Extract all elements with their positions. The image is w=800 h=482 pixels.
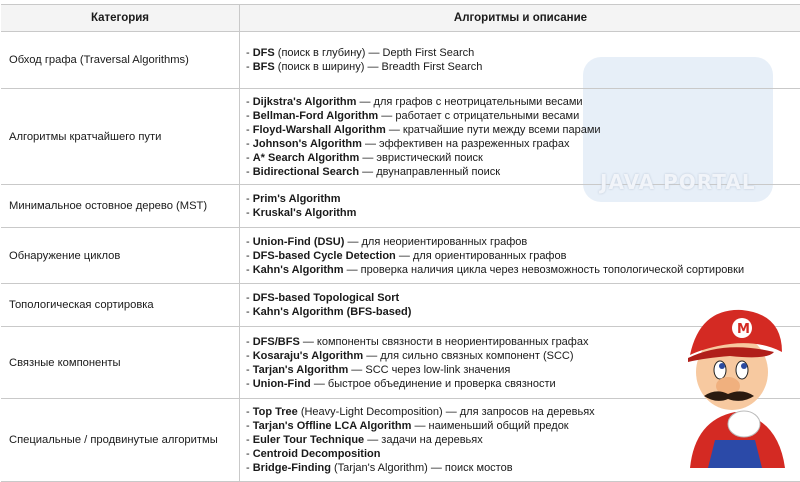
algorithm-description: — проверка наличия цикла через невозможность топологической сортировки (343, 263, 745, 276)
algorithm-name: Top Tree (252, 406, 298, 418)
algorithm-name: BFS (252, 61, 275, 73)
algorithm-description: — для ориентированных графов (395, 249, 567, 262)
table-header-row (1, 5, 800, 32)
algorithm-description: — двунаправленный поиск (359, 165, 501, 178)
algorithm-name: Tarjan's Offline LCA Algorithm (252, 420, 412, 432)
algorithm-description: — работает с отрицательными весами (378, 109, 580, 122)
algorithm-item: - Top Tree (Heavy-Light Decomposition) — для запросов на деревьях (246, 406, 595, 418)
algorithm-item: - Dijkstra's Algorithm — для графов с неотрицательными весами (246, 95, 583, 108)
algorithm-name: DFS-based Topological Sort (252, 292, 400, 304)
algorithm-item: - DFS-based Cycle Detection — для ориентированных графов (246, 249, 567, 262)
algorithm-description: — для сильно связных компонент (SCC) (363, 349, 574, 362)
algorithm-item: - Kahn's Algorithm (BFS-based) (246, 306, 412, 318)
algorithm-item: - Johnson's Algorithm — эффективен на разреженных графах (246, 137, 570, 150)
algorithm-description: — эффективен на разреженных графах (361, 137, 570, 150)
mascot-overalls (708, 440, 762, 468)
algorithm-description: — наименьший общий предок (411, 420, 569, 432)
algorithm-item: - Bridge-Finding (Tarjan's Algorithm) — поиск мостов (246, 462, 513, 474)
algorithm-item: - Tarjan's Offline LCA Algorithm — наименьший общий предок (246, 420, 569, 432)
algorithm-description: — SCC через low-link значения (348, 363, 511, 376)
algorithm-item: - A* Search Algorithm — эвристический поиск (246, 151, 483, 164)
algorithm-item: - Kahn's Algorithm — проверка наличия цикла через невозможность топологической сортировки (246, 263, 745, 276)
category-cell: Специальные / продвинутые алгоритмы (1, 399, 240, 481)
algorithm-description: — компоненты связности в неориентированных графах (299, 335, 589, 348)
algorithm-item: - DFS-based Topological Sort (246, 292, 400, 304)
algorithm-description: (Tarjan's Algorithm) — поиск мостов (330, 462, 513, 474)
mascot-glove (728, 411, 760, 437)
algorithm-name: Union-Find (252, 377, 311, 390)
algorithm-name: Johnson's Algorithm (252, 137, 362, 150)
algorithm-name: Bidirectional Search (252, 165, 360, 178)
algorithm-name: Union-Find (DSU) (252, 235, 345, 248)
algorithm-name: Kruskal's Algorithm (252, 207, 357, 219)
algorithm-item: - Kosaraju's Algorithm — для сильно связных компонент (SCC) (246, 349, 574, 362)
header-algorithms: Алгоритмы и описание (453, 12, 588, 24)
table-row (1, 228, 800, 284)
category-cell: Топологическая сортировка (1, 284, 240, 326)
category-cell: Связные компоненты (1, 327, 240, 398)
mascot-eye-left (714, 361, 726, 379)
algorithm-item: - DFS/BFS — компоненты связности в неориентированных графах (246, 335, 589, 348)
algorithm-item: - Euler Tour Technique — задачи на деревьях (246, 434, 483, 446)
algorithm-name: Bridge-Finding (252, 462, 331, 474)
algorithm-name: Bellman-Ford Algorithm (252, 109, 379, 122)
algorithm-name: DFS (252, 47, 275, 59)
algorithm-item: - Centroid Decomposition (246, 448, 381, 460)
algorithms-cell (240, 228, 800, 283)
algorithm-name: A* Search Algorithm (252, 151, 360, 164)
algorithm-description: — для неориентированных графов (344, 235, 528, 248)
algorithm-description: — для графов с неотрицательными весами (356, 95, 583, 108)
category-cell: Обнаружение циклов (1, 228, 240, 283)
algorithm-item: - Bidirectional Search — двунаправленный поиск (246, 165, 501, 178)
algorithm-description: — эвристический поиск (359, 151, 483, 164)
algorithm-item: - BFS (поиск в ширину) — Breadth First Search (246, 61, 483, 73)
algorithm-name: Kahn's Algorithm (252, 263, 344, 276)
algorithm-item: - Union-Find (DSU) — для неориентированных графов (246, 235, 528, 248)
algorithm-description: — кратчайшие пути между всеми парами (385, 123, 601, 136)
algorithms-cell (240, 32, 800, 88)
algorithm-item: - DFS (поиск в глубину) — Depth First Search (246, 47, 475, 59)
algorithm-name: Centroid Decomposition (252, 448, 381, 460)
category-cell: Алгоритмы кратчайшего пути (1, 89, 240, 184)
svg-text:M: M (737, 322, 750, 337)
algorithm-name: DFS-based Cycle Detection (252, 249, 396, 262)
algorithm-item: - Floyd-Warshall Algorithm — кратчайшие пути между всеми парами (246, 123, 601, 136)
table-row (1, 32, 800, 89)
algorithm-name: DFS/BFS (252, 335, 300, 348)
algorithm-item: - Tarjan's Algorithm — SCC через low-link значения (246, 363, 511, 376)
algorithm-name: Dijkstra's Algorithm (252, 95, 357, 108)
header-category: Категория (1, 5, 240, 31)
category-cell: Обход графа (Traversal Algorithms) (1, 32, 240, 88)
algorithm-name: Prim's Algorithm (252, 193, 341, 205)
algorithm-name: Kosaraju's Algorithm (252, 349, 364, 362)
algorithm-item: - Kruskal's Algorithm (246, 207, 357, 219)
algorithm-name: Kahn's Algorithm (BFS-based) (252, 306, 412, 318)
algorithm-description: (Heavy-Light Decomposition) — для запросов на деревьях (297, 406, 595, 418)
algorithm-name: Floyd-Warshall Algorithm (252, 123, 386, 136)
algorithm-description: (поиск в ширину) — Breadth First Search (274, 61, 483, 73)
algorithm-name: Tarjan's Algorithm (252, 363, 349, 376)
algorithm-item: - Prim's Algorithm (246, 193, 341, 205)
mascot-eye-right (736, 361, 748, 379)
watermark-logo-text: JAVA PORTAL (600, 170, 756, 194)
algorithm-name: Euler Tour Technique (252, 434, 365, 446)
mascot-illustration (670, 300, 800, 468)
category-cell: Минимальное остовное дерево (MST) (1, 185, 240, 227)
algorithm-description: (поиск в глубину) — Depth First Search (274, 47, 475, 59)
algorithm-item: - Bellman-Ford Algorithm — работает с отрицательными весами (246, 109, 580, 122)
algorithm-description: — быстрое объединение и проверка связности (310, 377, 556, 390)
algorithm-item: - Union-Find — быстрое объединение и проверка связности (246, 377, 556, 390)
algorithm-description: — задачи на деревьях (364, 434, 483, 446)
